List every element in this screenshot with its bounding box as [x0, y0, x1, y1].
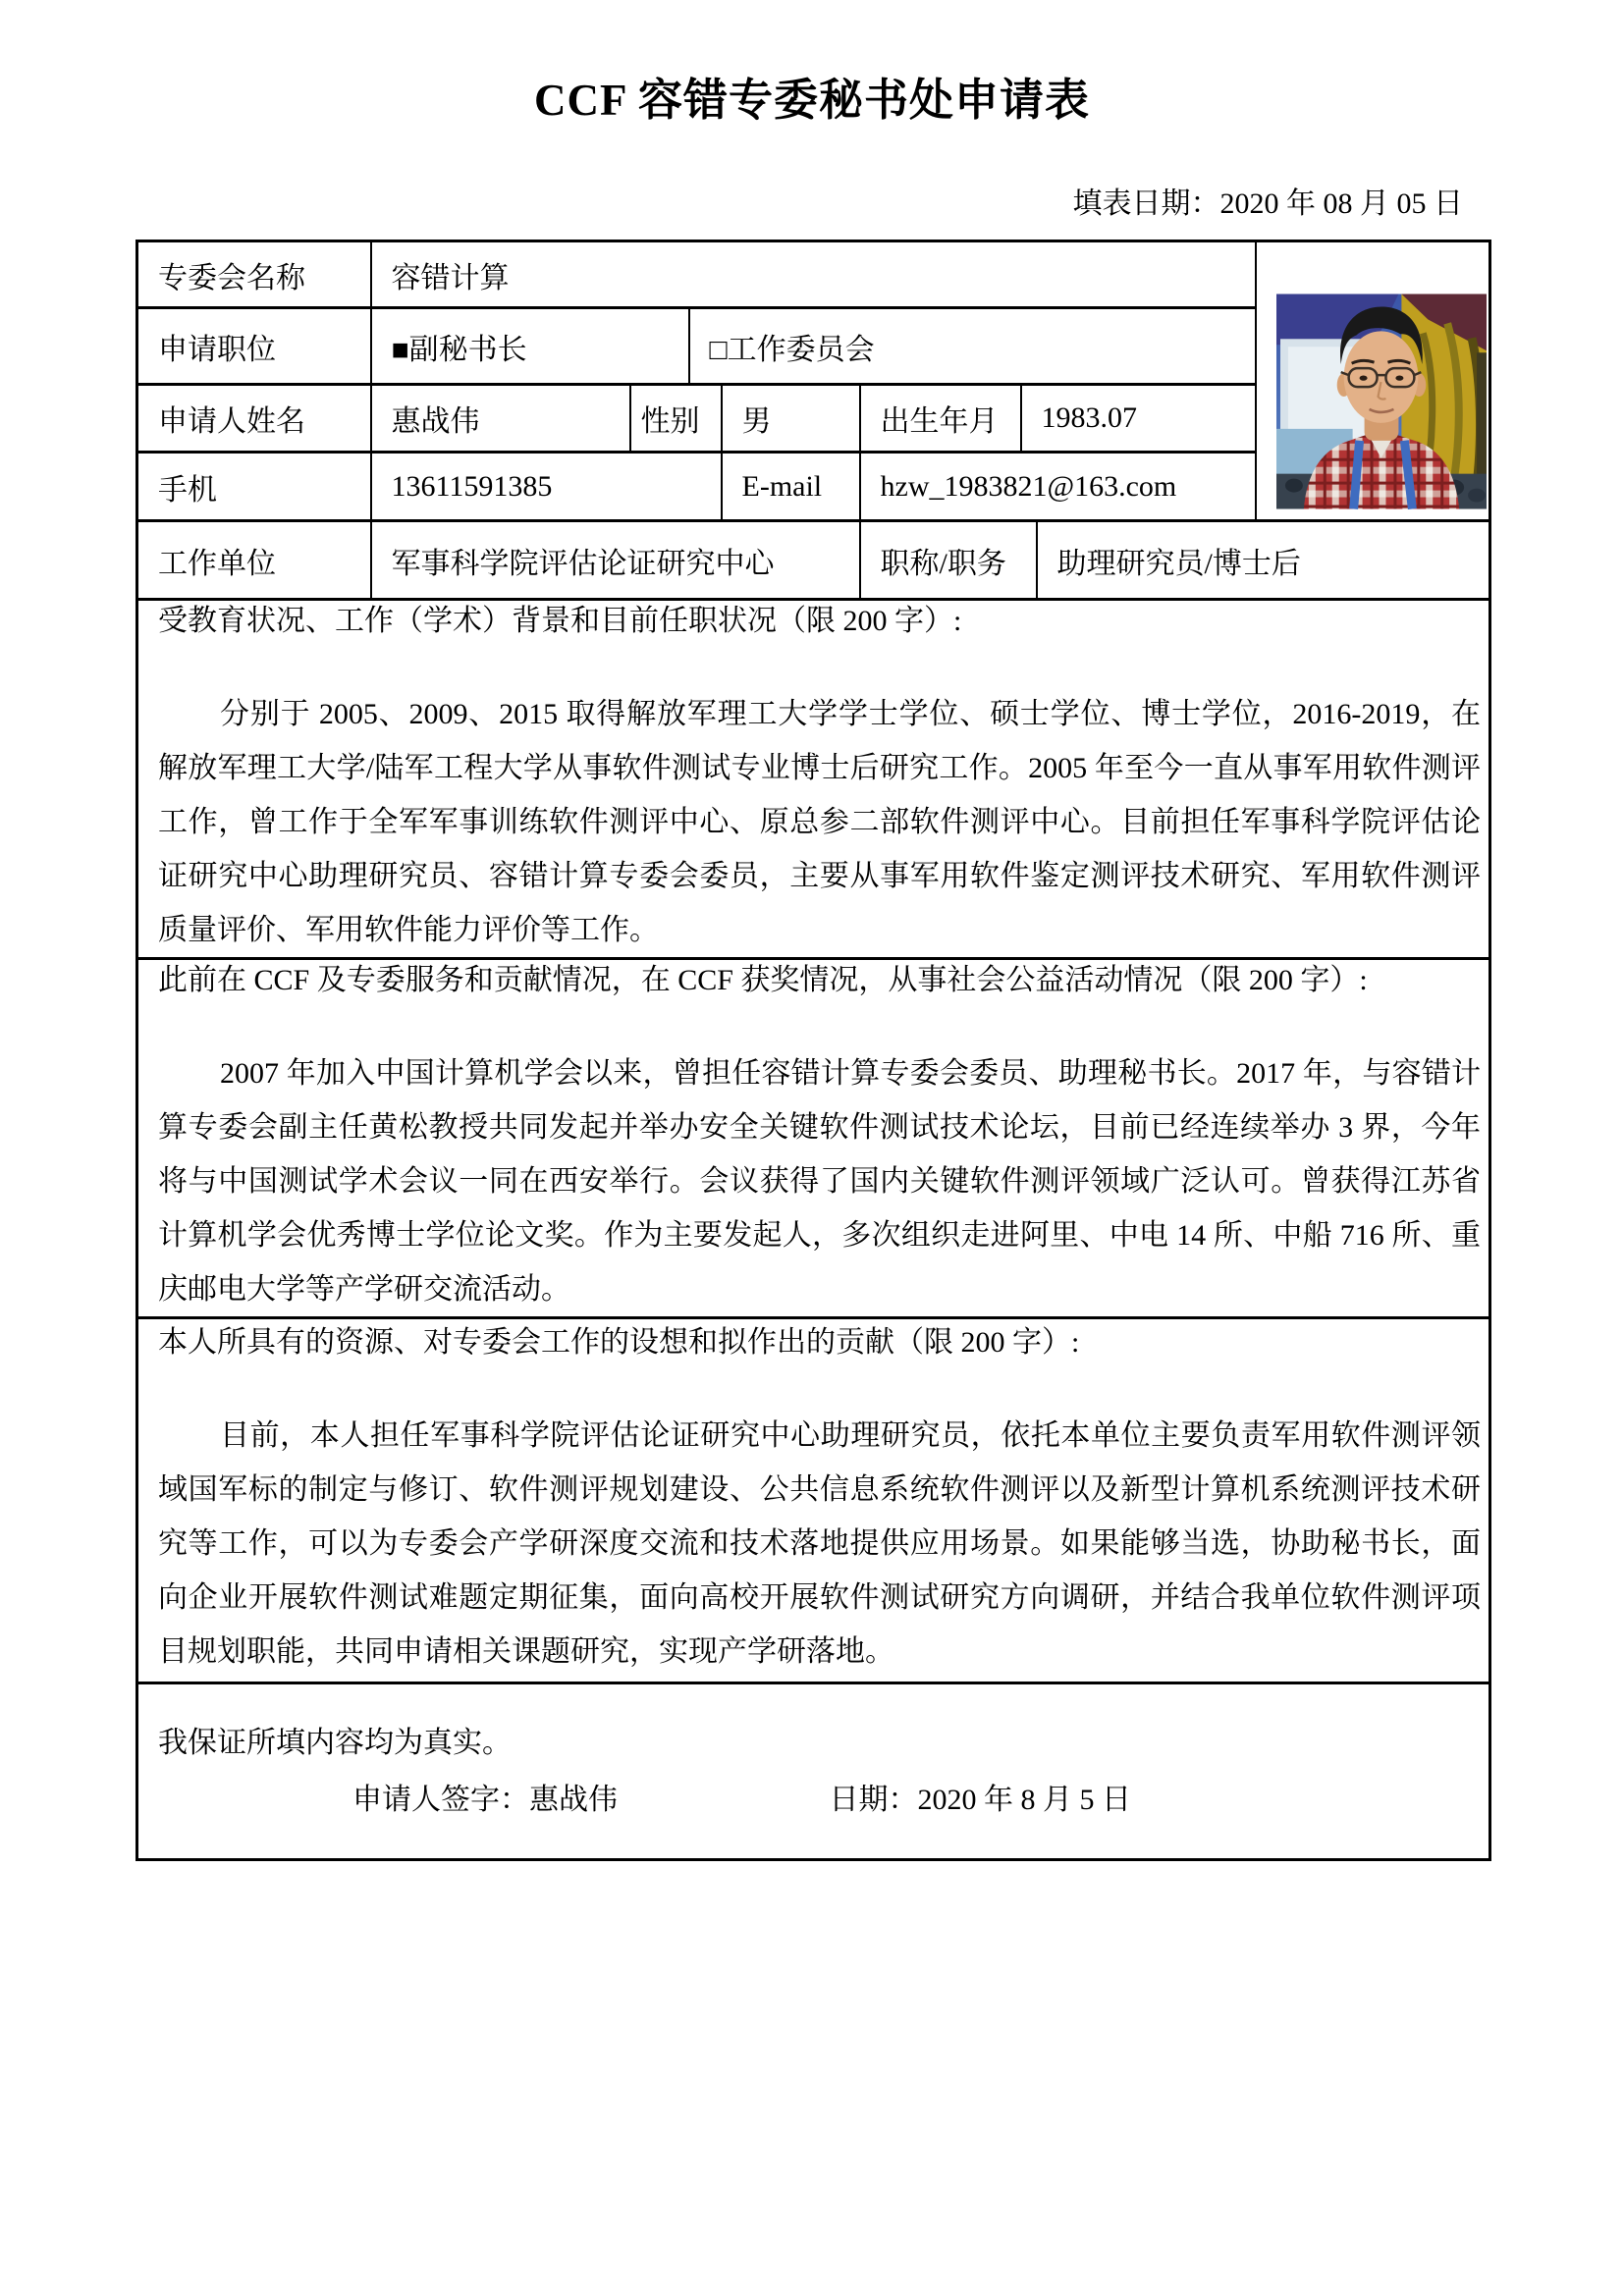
- email-label: E-mail: [722, 453, 860, 521]
- signature-text: 申请人签字：惠战伟: [352, 1783, 618, 1816]
- fill-date: 填表日期：2020 年 08 月 05 日: [1072, 187, 1463, 220]
- applicant-name-label: 申请人姓名: [137, 385, 371, 453]
- ccf-service-body: 2007 年加入中国计算机学会以来，曾担任容错计算专委会委员、助理秘书长。2017 年，与容错计算专委会副主任黄松教授共同发起并举办安全关键软件测试技术论坛，目前已经连续举办 3 界，今年将与中国测试学术会议一同在西安举行。会议获得了国内关键软件测评领域广泛认可。曾获得江苏省计算机学会优秀博士学位论文奖。作为主要发起人，多次组织走进阿里、中电 14 所、中船 716 所、重庆邮电大学等产学研交流活动。: [158, 1057, 1482, 1306]
- phone-value: 13611591385: [371, 453, 722, 521]
- work-unit-label: 工作单位: [137, 521, 371, 600]
- committee-name-label: 专委会名称: [137, 241, 371, 308]
- position-option-deputy-secretary: ■副秘书长: [371, 308, 689, 385]
- contribution-body: 目前，本人担任军事科学院评估论证研究中心助理研究员，依托本单位主要负责军用软件测评领域国军标的制定与修订、软件测评规划建设、公共信息系统软件测评以及新型计算机系统测评技术研究等工作，可以为专委会产学研深度交流和技术落地提供应用场景。如果能够当选，协助秘书长，面向企业开展软件测试难题定期征集，面向高校开展软件测试研究方向调研，并结合我单位软件测评项目规划职能，共同申请相关课题研究，实现产学研落地。: [158, 1419, 1482, 1668]
- committee-name-value: 容错计算: [371, 241, 1256, 308]
- phone-label: 手机: [137, 453, 371, 521]
- contribution-heading: 本人所具有的资源、对专委会工作的设想和拟作出的贡献（限 200 字）:: [158, 1326, 1080, 1359]
- applicant-photo: [1276, 294, 1487, 509]
- section-ccf-service: [137, 959, 1490, 1318]
- photo-cell: [1256, 241, 1490, 521]
- table-row: [137, 600, 1490, 959]
- signature-row: [158, 1780, 1481, 1821]
- application-form-page: [135, 0, 1489, 1861]
- work-unit-value: 军事科学院评估论证研究中心: [371, 521, 860, 600]
- form-title: CCF 容错专委秘书处申请表: [533, 76, 1091, 125]
- section-background: [137, 600, 1490, 959]
- gender-label: 性别: [630, 385, 722, 453]
- table-row: [137, 241, 1490, 308]
- gender-value: 男: [722, 385, 860, 453]
- table-row: [137, 959, 1490, 1318]
- background-heading: 受教育状况、工作（学术）背景和目前任职状况（限 200 字）:: [158, 605, 962, 637]
- job-title-label: 职称/职务: [860, 521, 1037, 600]
- position-label: 申请职位: [137, 308, 371, 385]
- signature-date: 日期：2020 年 8 月 5 日: [829, 1783, 1131, 1816]
- applicant-name-value: 惠战伟: [371, 385, 630, 453]
- section-contribution: [137, 1318, 1490, 1683]
- declaration-statement: 我保证所填内容均为真实。: [158, 1726, 512, 1759]
- birth-value: 1983.07: [1021, 385, 1256, 453]
- form-table: [135, 240, 1491, 1861]
- ccf-service-heading: 此前在 CCF 及专委服务和贡献情况，在 CCF 获奖情况，从事社会公益活动情况（限 200 字）:: [158, 964, 1368, 996]
- email-value: hzw_1983821@163.com: [860, 453, 1256, 521]
- table-row: [137, 1318, 1490, 1683]
- section-declaration: [137, 1683, 1490, 1860]
- table-row: [137, 1683, 1490, 1860]
- job-title-value: 助理研究员/博士后: [1037, 521, 1490, 600]
- birth-label: 出生年月: [860, 385, 1021, 453]
- position-option-working-committee: □工作委员会: [689, 308, 1256, 385]
- table-row: [137, 521, 1490, 600]
- background-body: 分别于 2005、2009、2015 取得解放军理工大学学士学位、硕士学位、博士学位，2016-2019，在解放军理工大学/陆军工程大学从事软件测试专业博士后研究工作。2005 年至今一直从事军用软件测评工作，曾工作于全军军事训练软件测评中心、原总参二部软件测评中心。目前担任军事科学院评估论证研究中心助理研究员、容错计算专委会委员，主要从事军用软件鉴定测评技术研究、军用软件测评质量评价、军用软件能力评价等工作。: [158, 698, 1482, 946]
